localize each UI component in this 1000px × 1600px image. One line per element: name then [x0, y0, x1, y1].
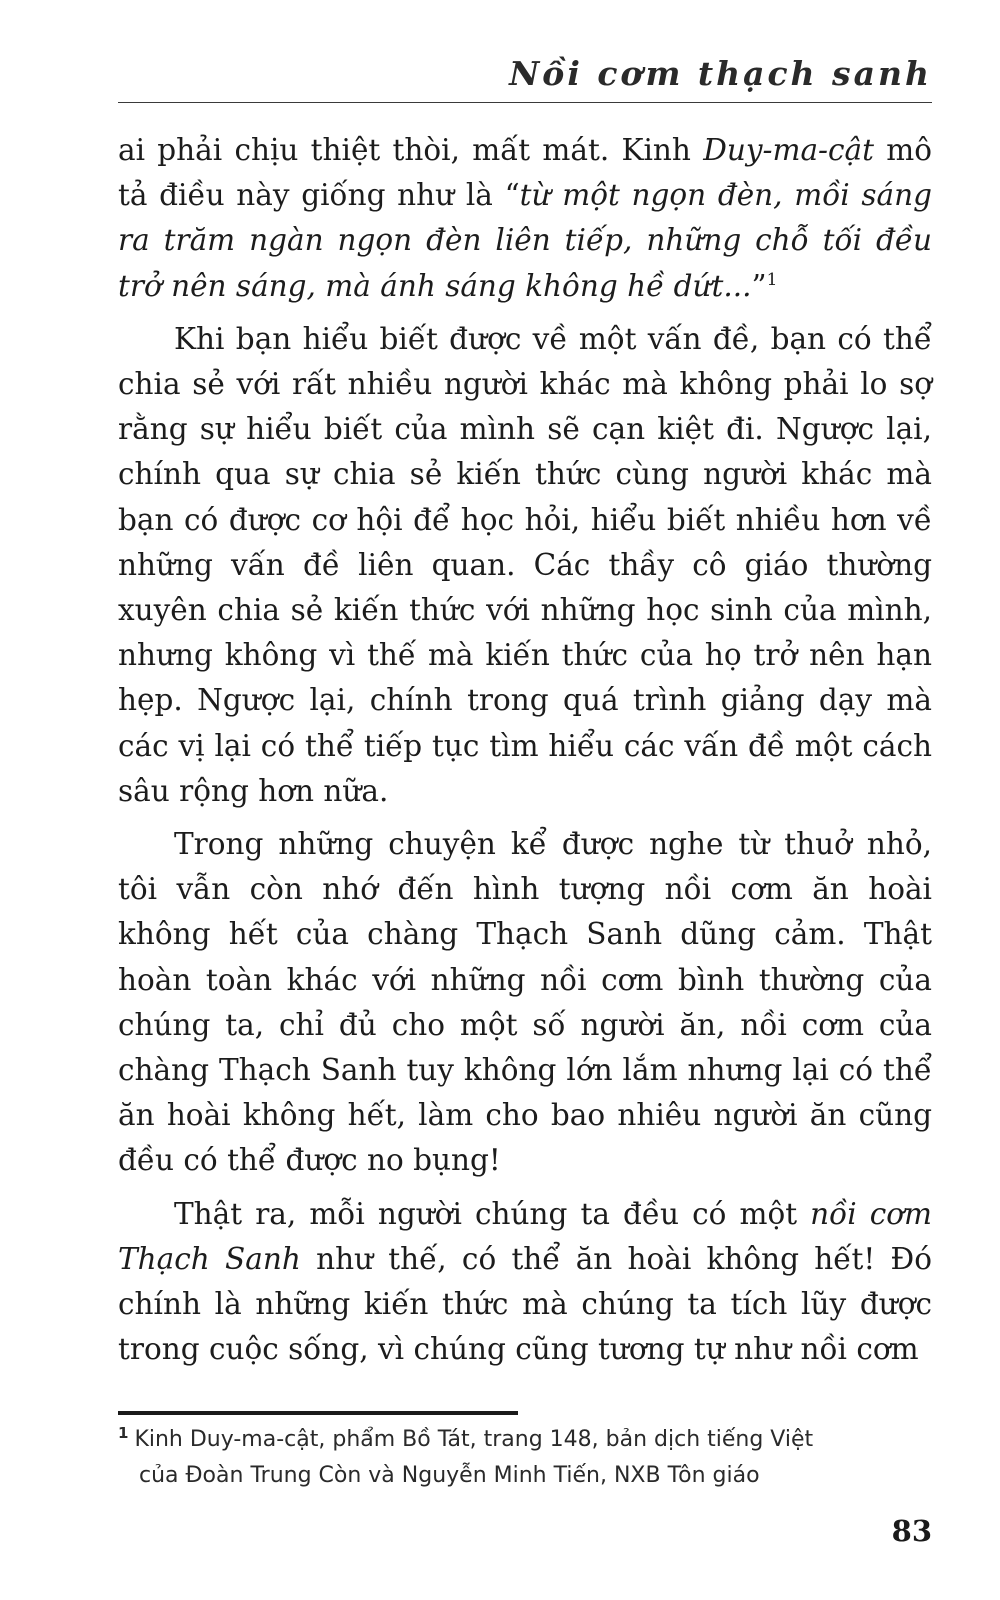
- footnote-rule: [118, 1411, 518, 1415]
- page-number: 83: [891, 1514, 932, 1548]
- paragraph-1-text-a: ai phải chịu thiệt thòi, mất mát. Kinh: [118, 133, 704, 167]
- running-header-title: Nồi cơm thạch sanh: [509, 54, 932, 93]
- footnote-mark: 1: [118, 1423, 129, 1442]
- paragraph-4-text-a: Thật ra, mỗi người chúng ta đều có một: [174, 1196, 811, 1231]
- paragraph-3: Trong những chuyện kể được nghe từ thuở nhỏ, tôi vẫn còn nhớ đến hình tượng nồi cơm ăn hoài không hết của chàng Thạch Sanh dũng cảm. Thật hoàn toàn khác với những nồi cơm bình thường của chúng ta, chỉ đủ cho một số người ăn, nồi cơm của chàng Thạch Sanh tuy không lớn lắm nhưng lại có thể ăn hoài không hết, làm cho bao nhiêu người ăn cũng đều có thể được no bụng!: [118, 827, 932, 1178]
- footnote-line-2: của Đoàn Trung Còn và Nguyễn Minh Tiến, NXB Tôn giáo: [139, 1463, 760, 1488]
- paragraph-1: [118, 128, 932, 309]
- emphasis-noi-com: nồi cơm Thạch Sanh: [118, 1196, 932, 1276]
- footnote-reference: 1: [766, 269, 778, 290]
- header-rule: [118, 102, 932, 103]
- footnote-line-1: Kinh Duy-ma-cật, phẩm Bồ Tát, trang 148, bản dịch tiếng Việt: [134, 1427, 814, 1452]
- paragraph-4: [118, 1192, 932, 1373]
- paragraph-1-text-c: ”: [751, 268, 767, 303]
- paragraph-1-text-b: mô tả điều này giống như là “: [118, 133, 932, 213]
- paragraph-2: Khi bạn hiểu biết được về một vấn đề, bạn có thể chia sẻ với rất nhiều người khác mà không phải lo sợ rằng sự hiểu biết của mình sẽ cạn kiệt đi. Ngược lại, chính qua sự chia sẻ kiến thức cùng người khác mà bạn có được cơ hội để học hỏi, hiểu biết nhiều hơn về những vấn đề liên quan. Các thầy cô giáo thường xuyên chia sẻ kiến thức với những học sinh của mình, nhưng không vì thế mà kiến thức của họ trở nên hạn hẹp. Ngược lại, chính trong quá trình giảng dạy mà các vị lại có thể tiếp tục tìm hiểu các vấn đề một cách sâu rộng hơn nữa.: [118, 321, 932, 808]
- scripture-quote: từ một ngọn đèn, mồi sáng ra trăm ngàn ngọn đèn liên tiếp, những chỗ tối đều trở nên sáng, mà ánh sáng không hề dứt...: [118, 178, 932, 303]
- footnote: [118, 1422, 932, 1494]
- body-text: [118, 128, 932, 1380]
- paragraph-4-text-b: như thế, có thể ăn hoài không hết! Đó chính là những kiến thức mà chúng ta tích lũy được trong cuộc sống, vì chúng cũng tương tự như nồi cơm: [118, 1241, 932, 1367]
- scripture-title: Duy-ma-cật: [703, 133, 874, 167]
